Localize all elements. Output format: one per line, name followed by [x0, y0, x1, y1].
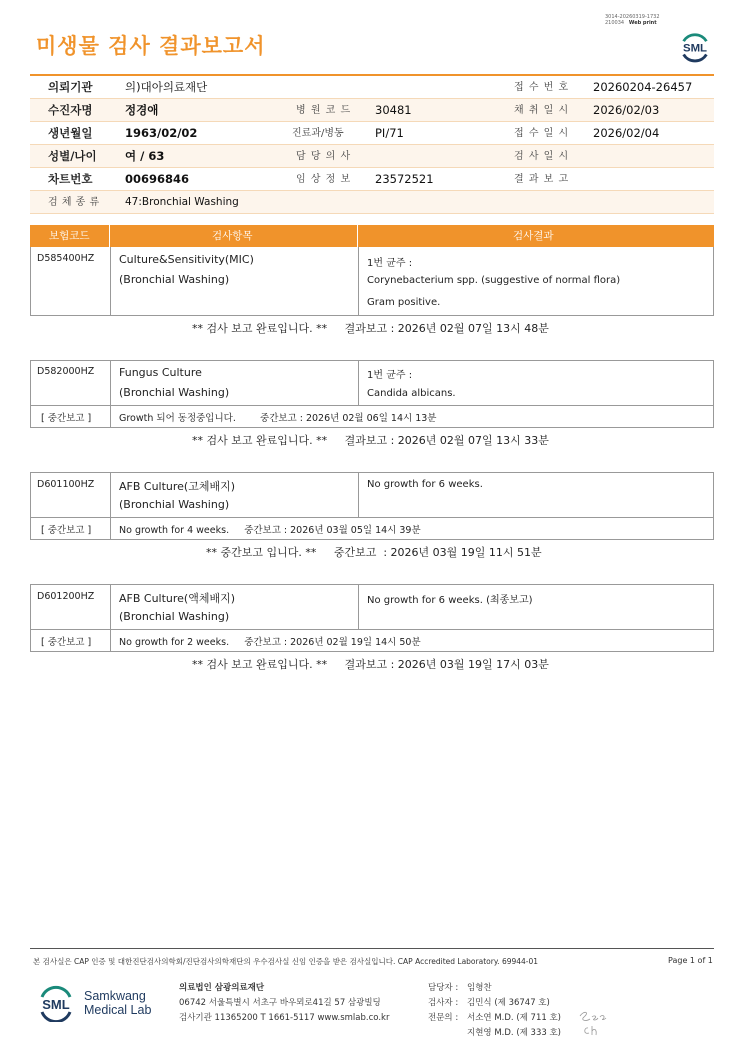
value-collect-date: 2026/02/03 [593, 103, 660, 117]
header-result: 검사결과 [513, 230, 554, 242]
info-row-2 [30, 99, 714, 122]
info-row-5 [30, 168, 714, 191]
result-item-specimen: (Bronchial Washing) [119, 386, 230, 399]
org-name: 의료법인 삼광의료재단 [179, 983, 265, 993]
value-requester: 의)대아의료재단 [125, 80, 208, 94]
value-chart-no: 00696846 [125, 172, 190, 186]
result-value: Gram positive. [367, 297, 441, 308]
brand-name-line2: Medical Lab [84, 1003, 152, 1017]
label-test-date: 검 사 일 시 [514, 151, 570, 162]
result-item-specimen: (Bronchial Washing) [119, 273, 230, 286]
brand-name-line1: Samkwang [84, 989, 146, 1003]
value-clinical-info: 23572521 [375, 172, 434, 186]
result-value: 1번 균주 : [367, 370, 413, 381]
value-receipt-no: 20260204-26457 [593, 80, 693, 94]
label-clinical-info: 임 상 정 보 [296, 174, 352, 185]
label-result-report: 결 과 보 고 [514, 174, 570, 185]
value-specimen: 47:Bronchial Washing [125, 196, 239, 208]
completion-note-4: ** 검사 보고 완료입니다. ** 결과보고 : 2026년 03월 19일 17시 03분 [192, 658, 549, 671]
value-department: PI/71 [375, 126, 404, 140]
staff-name: 임형찬 [467, 983, 492, 993]
svg-text:SML: SML [682, 42, 708, 55]
sml-logo-footer-icon [36, 982, 76, 1022]
signature-image [576, 1008, 610, 1038]
result-block-4 [30, 584, 714, 652]
result-code: D582000HZ [37, 366, 95, 377]
label-requester: 의뢰기관 [48, 80, 93, 94]
label-patient-name: 수진자명 [48, 103, 93, 117]
result-value: No growth for 6 weeks. [367, 479, 483, 490]
label-doctor: 담 당 의 사 [296, 151, 352, 162]
interim-text: No growth for 4 weeks. 중간보고 : 2026년 03월 05일 14시 39분 [119, 525, 421, 536]
result-block-1 [30, 247, 714, 316]
result-code: D601200HZ [37, 591, 95, 602]
label-specimen: 검 체 종 류 [48, 197, 100, 208]
completion-note-3: ** 중간보고 입니다. ** 중간보고 : 2026년 03월 19일 11시 51분 [206, 546, 542, 559]
staff-role: 검사자 : [428, 998, 459, 1008]
result-value: Candida albicans. [367, 388, 456, 399]
result-value: Corynebacterium spp. (suggestive of normal flora) [367, 275, 621, 286]
completion-note-1: ** 검사 보고 완료입니다. ** 결과보고 : 2026년 02월 07일 13시 48분 [192, 322, 549, 335]
print-id: 3014-20260319-1732 210034 Web print [605, 14, 660, 26]
result-block-3 [30, 472, 714, 540]
results-header [30, 225, 714, 247]
info-row-1 [30, 76, 714, 99]
info-row-3 [30, 122, 714, 145]
certification-note: 본 검사실은 CAP 인증 및 대한진단검사의학회/진단검사의학재단의 우수검사실 신임 인증을 받은 검사실입니다. CAP Accredited Laboratory. 69944-01 [33, 957, 539, 966]
label-collect-date: 채 취 일 시 [514, 105, 570, 116]
staff-name: 지현영 M.D. (제 333 호) [467, 1028, 562, 1038]
result-code: D585400HZ [37, 253, 95, 264]
interim-label: [ 중간보고 ] [41, 637, 92, 648]
header-item: 검사항목 [212, 230, 253, 242]
sml-logo-footer [36, 982, 76, 1022]
label-chart-no: 차트번호 [48, 172, 93, 186]
staff-role: 전문의 : [428, 1013, 459, 1023]
result-item: AFB Culture(액체배지) [119, 592, 236, 605]
sml-logo [676, 26, 714, 64]
label-receipt-no: 접 수 번 호 [514, 82, 570, 93]
result-block-2 [30, 360, 714, 428]
staff-name: 김민식 (제 36747 호) [467, 998, 550, 1008]
label-sex-age: 성별/나이 [48, 149, 97, 163]
result-value: No growth for 6 weeks. (최종보고) [367, 595, 533, 606]
interim-label: [ 중간보고 ] [41, 413, 92, 424]
result-item: Culture&Sensitivity(MIC) [119, 253, 254, 266]
result-item-specimen: (Bronchial Washing) [119, 498, 230, 511]
value-sex-age: 여 / 63 [125, 149, 165, 163]
value-patient-name: 정경애 [125, 103, 159, 117]
result-item-specimen: (Bronchial Washing) [119, 610, 230, 623]
label-receipt-date: 접 수 일 시 [514, 128, 570, 139]
label-department: 진료과/병동 [292, 128, 344, 139]
value-birth-date: 1963/02/02 [125, 126, 198, 140]
svg-text:SML: SML [42, 997, 70, 1012]
page-number: Page 1 of 1 [668, 956, 713, 965]
result-item: AFB Culture(고체배지) [119, 480, 236, 493]
header-code: 보험코드 [49, 230, 90, 242]
page-title: 미생물 검사 결과보고서 [36, 34, 266, 58]
org-address: 06742 서울특별시 서초구 바우뫼로41길 57 삼광빌딩 [179, 998, 381, 1008]
staff-name: 서소연 M.D. (제 711 호) [467, 1013, 562, 1023]
org-contact: 검사기관 11365200 T 1661-5117 www.smlab.co.kr [179, 1013, 390, 1023]
interim-label: [ 중간보고 ] [41, 525, 92, 536]
sml-logo-icon [676, 26, 714, 64]
value-receipt-date: 2026/02/04 [593, 126, 660, 140]
label-hospital-code: 병 원 코 드 [296, 105, 352, 116]
completion-note-2: ** 검사 보고 완료입니다. ** 결과보고 : 2026년 02월 07일 13시 33분 [192, 434, 549, 447]
info-row-6 [30, 191, 714, 214]
footer-divider [30, 948, 714, 949]
result-code: D601100HZ [37, 479, 95, 490]
staff-role: 담당자 : [428, 983, 459, 993]
interim-text: No growth for 2 weeks. 중간보고 : 2026년 02월 19일 14시 50분 [119, 637, 421, 648]
result-item: Fungus Culture [119, 366, 202, 379]
interim-text: Growth 되어 동정중입니다. 중간보고 : 2026년 02월 06일 14시 13분 [119, 413, 437, 424]
result-value: 1번 균주 : [367, 258, 413, 269]
info-row-4 [30, 145, 714, 168]
label-birth-date: 생년월일 [48, 126, 93, 140]
value-hospital-code: 30481 [375, 103, 412, 117]
